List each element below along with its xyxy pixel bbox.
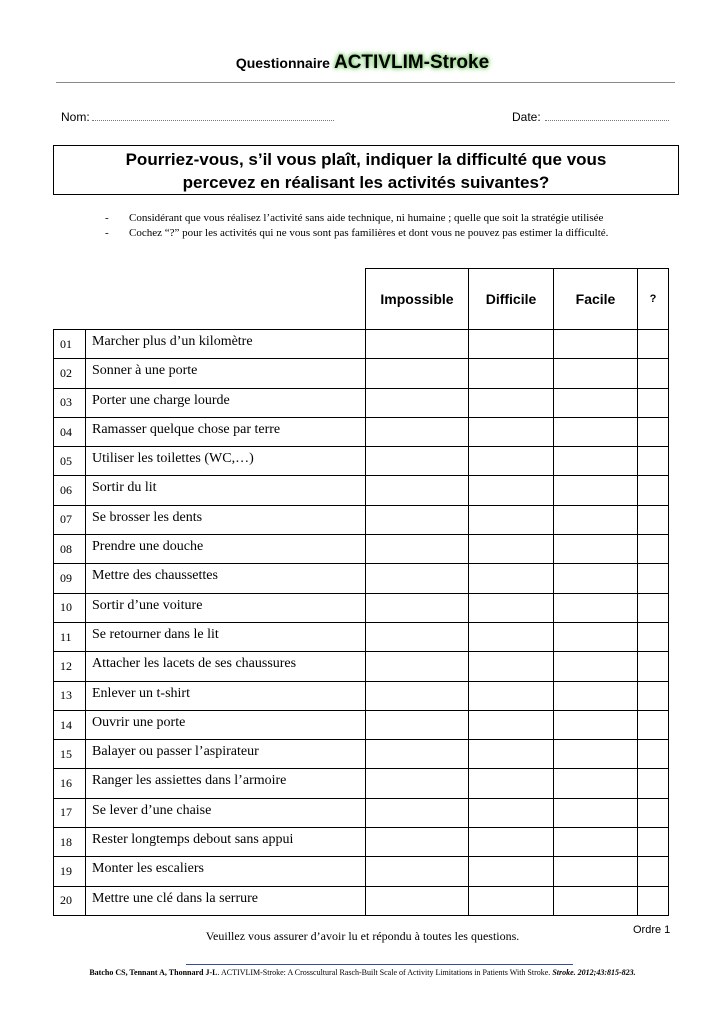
item-number: 14 xyxy=(54,710,86,739)
answer-cell-facile[interactable] xyxy=(554,476,638,505)
answer-cell-impossible[interactable] xyxy=(366,535,469,564)
table-row xyxy=(54,593,669,622)
item-number: 10 xyxy=(54,593,86,622)
item-activity: Mettre des chaussettes xyxy=(86,564,366,593)
answer-cell-facile[interactable] xyxy=(554,535,638,564)
column-difficile: Difficile xyxy=(469,269,554,330)
instruction-text: Cochez “?” pour les activités qui ne vous sont pas familières et dont vous ne pouvez pas estimer la difficulté. xyxy=(129,227,609,239)
answer-cell-impossible[interactable] xyxy=(366,359,469,388)
answer-cell-unknown[interactable] xyxy=(638,593,669,622)
item-activity: Sonner à une porte xyxy=(86,359,366,388)
date-label: Date: xyxy=(512,110,541,124)
answer-cell-facile[interactable] xyxy=(554,447,638,476)
answer-cell-facile[interactable] xyxy=(554,740,638,769)
answer-cell-difficile[interactable] xyxy=(469,447,554,476)
answer-cell-facile[interactable] xyxy=(554,593,638,622)
table-row xyxy=(54,476,669,505)
item-number: 19 xyxy=(54,857,86,886)
item-activity: Se brosser les dents xyxy=(86,505,366,534)
question-line-1: Pourriez-vous, s’il vous plaît, indiquer la difficulté que vous xyxy=(125,150,607,169)
item-activity: Se lever d’une chaise xyxy=(86,798,366,827)
answer-cell-impossible[interactable] xyxy=(366,330,469,359)
answer-cell-impossible[interactable] xyxy=(366,476,469,505)
answer-cell-difficile[interactable] xyxy=(469,476,554,505)
item-number: 01 xyxy=(54,330,86,359)
answer-cell-unknown[interactable] xyxy=(638,681,669,710)
item-activity: Attacher les lacets de ses chaussures xyxy=(86,652,366,681)
footer-citation-text: . ACTIVLIM-Stroke: A Crosscultural Rasch-Built Scale of Activity Limitations in Patients With Stroke. xyxy=(217,968,553,977)
answer-cell-facile[interactable] xyxy=(554,857,638,886)
answer-cell-impossible[interactable] xyxy=(366,769,469,798)
item-activity: Se retourner dans le lit xyxy=(86,622,366,651)
table-row xyxy=(54,681,669,710)
closing-note: Veuillez vous assurer d’avoir lu et répondu à toutes les questions. xyxy=(205,929,520,943)
answer-cell-difficile[interactable] xyxy=(469,593,554,622)
answer-cell-impossible[interactable] xyxy=(366,505,469,534)
table-row xyxy=(54,740,669,769)
table-row xyxy=(54,388,669,417)
question-line-2: percevez en réalisant les activités suivantes? xyxy=(182,173,550,192)
instruction-dash: - xyxy=(105,212,109,224)
table-row xyxy=(54,828,669,857)
table-row xyxy=(54,330,669,359)
table-row xyxy=(54,417,669,446)
footer-citation xyxy=(0,968,725,977)
answer-cell-impossible[interactable] xyxy=(366,564,469,593)
column-impossible: Impossible xyxy=(366,269,469,330)
item-number: 04 xyxy=(54,417,86,446)
instruction-dash: - xyxy=(105,227,109,239)
answer-cell-unknown[interactable] xyxy=(638,388,669,417)
item-activity: Sortir d’une voiture xyxy=(86,593,366,622)
answer-cell-impossible[interactable] xyxy=(366,798,469,827)
answer-cell-impossible[interactable] xyxy=(366,593,469,622)
date-field[interactable] xyxy=(545,120,669,121)
answer-cell-unknown[interactable] xyxy=(638,330,669,359)
item-activity: Ranger les assiettes dans l’armoire xyxy=(86,769,366,798)
activity-table xyxy=(53,268,669,916)
table-row xyxy=(54,857,669,886)
answer-cell-difficile[interactable] xyxy=(469,564,554,593)
answer-cell-impossible[interactable] xyxy=(366,622,469,651)
answer-cell-unknown[interactable] xyxy=(638,652,669,681)
answer-cell-facile[interactable] xyxy=(554,828,638,857)
answer-cell-facile[interactable] xyxy=(554,798,638,827)
item-number: 12 xyxy=(54,652,86,681)
answer-cell-impossible[interactable] xyxy=(366,652,469,681)
answer-cell-impossible[interactable] xyxy=(366,740,469,769)
answer-cell-difficile[interactable] xyxy=(469,535,554,564)
answer-cell-unknown[interactable] xyxy=(638,740,669,769)
item-activity: Utiliser les toilettes (WC,…) xyxy=(86,447,366,476)
answer-cell-facile[interactable] xyxy=(554,710,638,739)
answer-cell-impossible[interactable] xyxy=(366,417,469,446)
item-activity: Porter une charge lourde xyxy=(86,388,366,417)
item-number: 11 xyxy=(54,622,86,651)
header-blank xyxy=(54,269,86,330)
item-number: 18 xyxy=(54,828,86,857)
answer-cell-facile[interactable] xyxy=(554,886,638,915)
item-activity: Ramasser quelque chose par terre xyxy=(86,417,366,446)
item-number: 02 xyxy=(54,359,86,388)
answer-cell-difficile[interactable] xyxy=(469,798,554,827)
instruction-1 xyxy=(105,212,603,224)
answer-cell-impossible[interactable] xyxy=(366,828,469,857)
item-number: 06 xyxy=(54,476,86,505)
item-number: 16 xyxy=(54,769,86,798)
answer-cell-unknown[interactable] xyxy=(638,505,669,534)
answer-cell-facile[interactable] xyxy=(554,330,638,359)
table-row xyxy=(54,622,669,651)
table-row xyxy=(54,886,669,915)
item-activity: Mettre une clé dans la serrure xyxy=(86,886,366,915)
item-number: 03 xyxy=(54,388,86,417)
answer-cell-difficile[interactable] xyxy=(469,417,554,446)
answer-cell-unknown[interactable] xyxy=(638,769,669,798)
footer-journal: Stroke. 2012;43:815-823. xyxy=(552,968,636,977)
answer-cell-impossible[interactable] xyxy=(366,857,469,886)
title-prefix: Questionnaire xyxy=(235,55,330,71)
column-facile: Facile xyxy=(554,269,638,330)
table-row xyxy=(54,505,669,534)
footer-authors: Batcho CS, Tennant A, Thonnard J-L xyxy=(89,968,218,977)
answer-cell-difficile[interactable] xyxy=(469,359,554,388)
title-main: ACTIVLIM-Stroke xyxy=(333,52,490,73)
answer-cell-facile[interactable] xyxy=(554,388,638,417)
column-unknown: ? xyxy=(638,269,669,330)
answer-cell-facile[interactable] xyxy=(554,359,638,388)
answer-cell-difficile[interactable] xyxy=(469,622,554,651)
table-row xyxy=(54,564,669,593)
answer-cell-impossible[interactable] xyxy=(366,681,469,710)
answer-cell-unknown[interactable] xyxy=(638,886,669,915)
answer-cell-facile[interactable] xyxy=(554,622,638,651)
item-number: 13 xyxy=(54,681,86,710)
answer-cell-unknown[interactable] xyxy=(638,564,669,593)
answer-cell-unknown[interactable] xyxy=(638,417,669,446)
footer-divider xyxy=(186,964,573,965)
answer-cell-unknown[interactable] xyxy=(638,710,669,739)
instruction-2 xyxy=(105,227,608,239)
answer-cell-difficile[interactable] xyxy=(469,769,554,798)
item-activity: Monter les escaliers xyxy=(86,857,366,886)
name-label: Nom: xyxy=(61,110,90,124)
header-blank xyxy=(86,269,366,330)
answer-cell-difficile[interactable] xyxy=(469,828,554,857)
answer-cell-facile[interactable] xyxy=(554,652,638,681)
answer-cell-unknown[interactable] xyxy=(638,857,669,886)
item-number: 17 xyxy=(54,798,86,827)
answer-cell-difficile[interactable] xyxy=(469,652,554,681)
answer-cell-facile[interactable] xyxy=(554,769,638,798)
item-number: 20 xyxy=(54,886,86,915)
item-number: 15 xyxy=(54,740,86,769)
answer-cell-impossible[interactable] xyxy=(366,388,469,417)
answer-cell-difficile[interactable] xyxy=(469,330,554,359)
answer-cell-unknown[interactable] xyxy=(638,535,669,564)
answer-cell-impossible[interactable] xyxy=(366,710,469,739)
item-activity: Sortir du lit xyxy=(86,476,366,505)
answer-cell-difficile[interactable] xyxy=(469,505,554,534)
item-activity: Prendre une douche xyxy=(86,535,366,564)
table-row xyxy=(54,447,669,476)
table-row xyxy=(54,798,669,827)
item-activity: Enlever un t-shirt xyxy=(86,681,366,710)
item-activity: Marcher plus d’un kilomètre xyxy=(86,330,366,359)
item-number: 07 xyxy=(54,505,86,534)
answer-cell-facile[interactable] xyxy=(554,505,638,534)
answer-cell-difficile[interactable] xyxy=(469,388,554,417)
name-field[interactable] xyxy=(92,120,334,121)
item-activity: Ouvrir une porte xyxy=(86,710,366,739)
item-number: 08 xyxy=(54,535,86,564)
answer-cell-facile[interactable] xyxy=(554,681,638,710)
item-number: 09 xyxy=(54,564,86,593)
instruction-text: Considérant que vous réalisez l’activité sans aide technique, ni humaine ; quelle que soit la stratégie utilisée xyxy=(129,212,604,224)
answer-cell-unknown[interactable] xyxy=(638,476,669,505)
answer-cell-difficile[interactable] xyxy=(469,710,554,739)
table-row xyxy=(54,710,669,739)
answer-cell-unknown[interactable] xyxy=(638,828,669,857)
table-row xyxy=(54,769,669,798)
answer-cell-facile[interactable] xyxy=(554,417,638,446)
answer-cell-unknown[interactable] xyxy=(638,359,669,388)
table-row xyxy=(54,359,669,388)
item-activity: Rester longtemps debout sans appui xyxy=(86,828,366,857)
title-divider xyxy=(56,82,675,83)
answer-cell-facile[interactable] xyxy=(554,564,638,593)
answer-cell-unknown[interactable] xyxy=(638,798,669,827)
document-title xyxy=(0,52,725,74)
table-header-row xyxy=(54,269,669,330)
answer-cell-difficile[interactable] xyxy=(469,886,554,915)
answer-cell-impossible[interactable] xyxy=(366,886,469,915)
item-number: 05 xyxy=(54,447,86,476)
answer-cell-difficile[interactable] xyxy=(469,740,554,769)
answer-cell-unknown[interactable] xyxy=(638,447,669,476)
answer-cell-difficile[interactable] xyxy=(469,857,554,886)
answer-cell-impossible[interactable] xyxy=(366,447,469,476)
order-label: Ordre 1 xyxy=(633,924,671,936)
question-box xyxy=(53,145,679,195)
table-row xyxy=(54,535,669,564)
table-row xyxy=(54,652,669,681)
item-activity: Balayer ou passer l’aspirateur xyxy=(86,740,366,769)
answer-cell-unknown[interactable] xyxy=(638,622,669,651)
answer-cell-difficile[interactable] xyxy=(469,681,554,710)
